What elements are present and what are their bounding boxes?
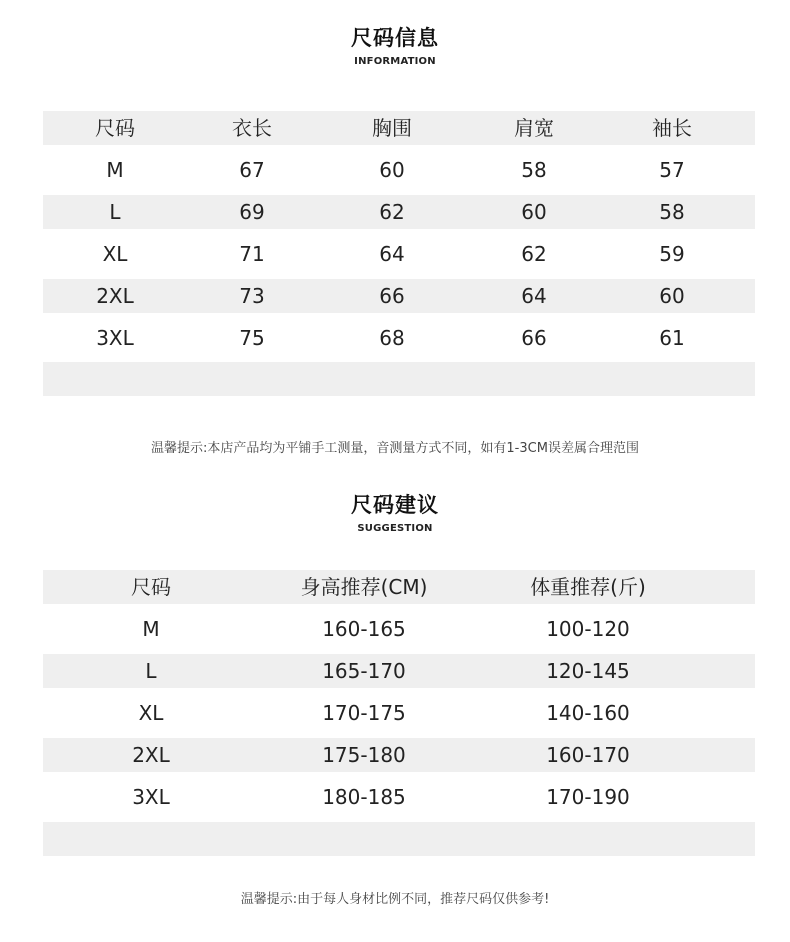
- table-cell: 58: [659, 200, 685, 224]
- table-row: [43, 612, 755, 646]
- table-cell: 3XL: [132, 785, 170, 809]
- table-cell: 60: [659, 284, 685, 308]
- size-info-title: 尺码信息: [351, 26, 439, 50]
- size-info-heading: [0, 22, 790, 67]
- header-cell: 胸围: [372, 116, 412, 140]
- table-cell: 61: [659, 326, 685, 350]
- table-row: [43, 696, 755, 730]
- size-info-note: 温馨提示:本店产品均为平铺手工测量，音测量方式不同，如有1-3CM误差属合理范围: [151, 441, 639, 456]
- table-cell: M: [142, 617, 160, 641]
- size-suggestion-title: 尺码建议: [351, 493, 439, 517]
- table-cell: 68: [379, 326, 405, 350]
- header-cell: 衣长: [232, 116, 272, 140]
- header-cell: 袖长: [652, 116, 692, 140]
- size-info-subtitle: INFORMATION: [354, 56, 436, 67]
- table-cell: 62: [379, 200, 405, 224]
- size-info-table: [43, 111, 755, 396]
- table-row: [43, 654, 755, 688]
- table-cell: 165-170: [322, 659, 406, 683]
- table-cell: 60: [379, 158, 405, 182]
- table-cell: 69: [239, 200, 265, 224]
- table-cell: L: [145, 659, 157, 683]
- table-cell: 175-180: [322, 743, 406, 767]
- table-row: [43, 195, 755, 229]
- header-cell: 体重推荐(斤): [530, 575, 646, 599]
- size-suggestion-note: 温馨提示:由于每人身材比例不同，推荐尺码仅供参考!: [240, 892, 550, 907]
- table-row: [43, 780, 755, 814]
- table-cell: 75: [239, 326, 265, 350]
- table-row: [43, 321, 755, 355]
- table-empty-row: [43, 362, 755, 396]
- table-cell: 73: [239, 284, 265, 308]
- table-empty-row: [43, 822, 755, 856]
- table-cell: 2XL: [96, 284, 134, 308]
- table-cell: 160-165: [322, 617, 406, 641]
- size-suggestion-subtitle: SUGGESTION: [357, 523, 433, 534]
- table-cell: 58: [521, 158, 547, 182]
- table-cell: 140-160: [546, 701, 630, 725]
- table-cell: XL: [138, 701, 164, 725]
- table-header-row: [43, 570, 755, 604]
- table-cell: 62: [521, 242, 547, 266]
- table-cell: XL: [102, 242, 128, 266]
- table-row: [43, 237, 755, 271]
- table-cell: 64: [521, 284, 547, 308]
- table-cell: 160-170: [546, 743, 630, 767]
- table-cell: 2XL: [132, 743, 170, 767]
- size-suggestion-heading: [0, 489, 790, 534]
- table-header-row: [43, 111, 755, 145]
- table-row: [43, 153, 755, 187]
- table-cell: 67: [239, 158, 265, 182]
- size-suggestion-table: [43, 570, 755, 856]
- table-cell: 71: [239, 242, 265, 266]
- table-cell: L: [109, 200, 121, 224]
- table-cell: 120-145: [546, 659, 630, 683]
- table-cell: M: [106, 158, 124, 182]
- header-cell: 尺码: [131, 575, 171, 599]
- table-cell: 3XL: [96, 326, 134, 350]
- header-cell: 尺码: [95, 116, 135, 140]
- table-cell: 59: [659, 242, 685, 266]
- table-row: [43, 279, 755, 313]
- table-cell: 60: [521, 200, 547, 224]
- table-cell: 66: [521, 326, 547, 350]
- table-cell: 57: [659, 158, 685, 182]
- header-cell: 身高推荐(CM): [300, 575, 428, 599]
- table-cell: 64: [379, 242, 405, 266]
- table-cell: 170-175: [322, 701, 406, 725]
- header-cell: 肩宽: [514, 116, 554, 140]
- table-row: [43, 738, 755, 772]
- table-cell: 66: [379, 284, 405, 308]
- table-cell: 100-120: [546, 617, 630, 641]
- table-cell: 180-185: [322, 785, 406, 809]
- table-cell: 170-190: [546, 785, 630, 809]
